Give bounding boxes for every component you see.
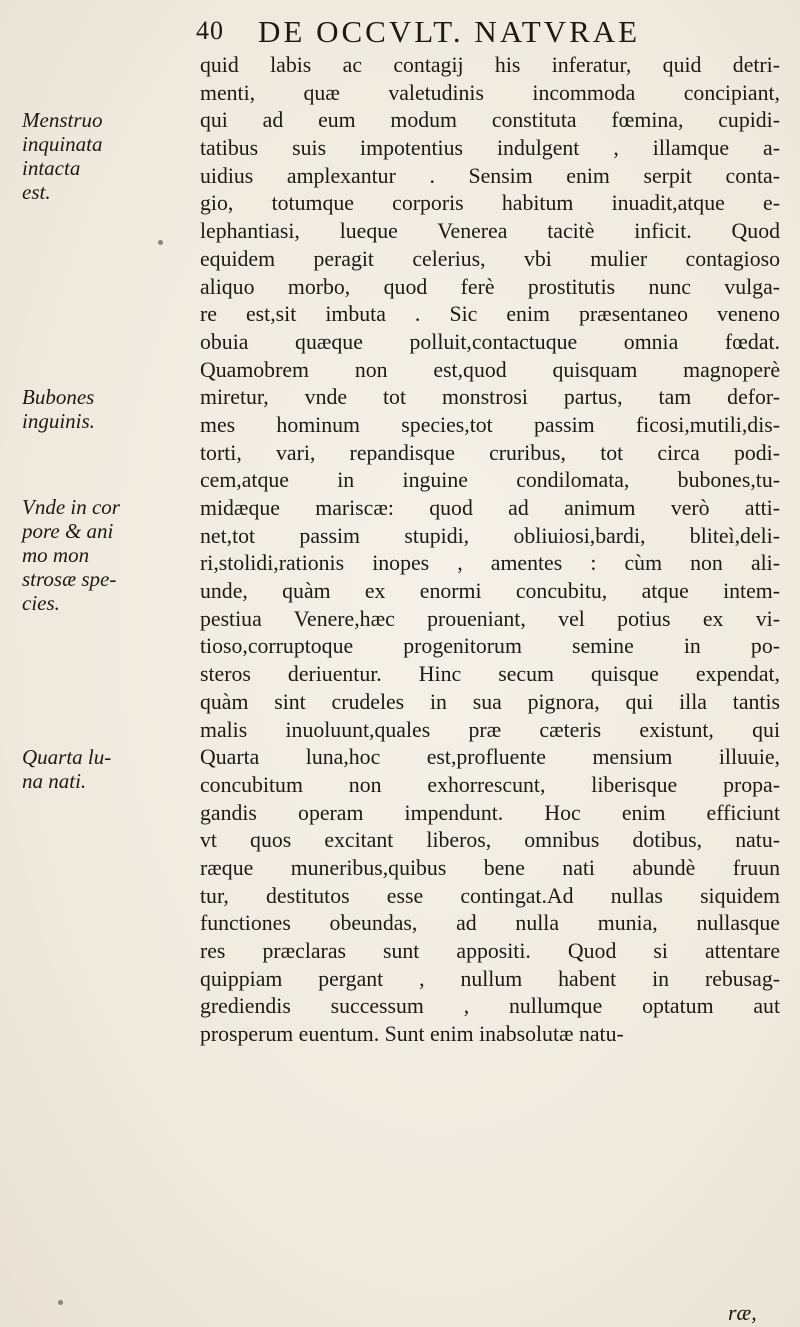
text-line: menti, quæ valetudinis incommoda concipiant, [200,80,780,105]
text-line: prosperum euentum. Sunt enim inabsolutæ natu- [200,1022,624,1047]
text-line: vt quos excitant liberos, omnibus dotibus, natu- [200,828,780,853]
text-line: Quamobrem non est,quod quisquam magnoperè [200,357,780,382]
text-line: uidius amplexantur . Sensim enim serpit conta- [200,163,780,188]
text-line: re est,sit imbuta . Sic enim præsentaneo veneno [200,302,780,327]
running-title: DE OCCVLT. NATVRAE [258,14,641,49]
text-line: cem,atque in inguine condilomata, bubones,tu- [200,468,780,493]
body-text [200,52,780,1049]
text-line: tatibus suis impotentius indulgent , illamque a- [200,136,780,161]
ink-spot [158,240,163,245]
text-line: ri,stolidi,rationis inopes , amentes : cùm non ali- [200,551,780,576]
margin-note-line: est. [22,180,51,204]
text-line: aliquo morbo, quod ferè prostitutis nunc vulga- [200,274,780,299]
margin-note-bubones [22,385,182,433]
margin-note-line: cies. [22,591,60,615]
text-line: quippiam pergant , nullum habent in rebusag- [200,966,780,991]
catchword: ræ, [728,1300,757,1325]
margin-note-line: inquinata [22,132,103,156]
text-line: res præclaras sunt appositi. Quod si attentare [200,939,780,963]
margin-note-line: Quarta lu- [22,745,112,769]
page-number: 40 [196,16,224,45]
text-line: grediendis successum , nullumque optatum aut [200,994,780,1019]
text-line: Quarta luna,hoc est,profluente mensium illuuie, [200,745,780,770]
text-line: mes hominum species,tot passim ficosi,mutili,dis- [200,412,780,437]
margin-note-menstruo [22,108,182,204]
text-line: gio, totumque corporis habitum inuadit,atque e- [200,191,780,216]
text-line: miretur, vnde tot monstrosi partus, tam defor- [200,385,780,410]
text-line: obuia quæque polluit,contactuque omnia fœdat. [200,329,780,354]
text-line: functiones obeundas, ad nulla munia, nullasque [200,911,780,936]
margin-note-vnde [22,495,182,615]
text-line: gandis operam impendunt. Hoc enim efficiunt [200,800,780,825]
margin-note-line: strosæ spe- [22,567,117,591]
margin-note-line: mo mon [22,543,90,567]
text-line: torti, vari, repandisque cruribus, tot circa podi- [200,440,780,465]
text-line: steros deriuentur. Hinc secum quisque expendat, [200,662,780,687]
margin-note-line: Menstruo [22,108,103,132]
margin-note-line: intacta [22,156,81,180]
margin-note-line: na nati. [22,769,87,793]
page-header [196,14,786,54]
text-line: midæque mariscæ: quod ad animum verò atti- [200,496,780,520]
text-line: concubitum non exhorrescunt, liberisque propa- [200,772,780,797]
text-line: quàm sint crudeles in sua pignora, qui illa tantis [200,689,780,714]
margin-note-line: Vnde in cor [22,495,120,519]
text-line: net,tot passim stupidi, obliuiosi,bardi, bliteì,deli- [200,523,780,548]
margin-note-quarta-luna [22,745,182,793]
text-line: pestiua Venere,hæc proueniant, vel potius ex vi- [200,606,780,631]
text-line: malis inuoluunt,quales præ cæteris existunt, qui [200,717,780,742]
text-line: unde, quàm ex enormi concubitu, atque intem- [200,579,780,604]
margin-note-line: inguinis. [22,409,95,433]
text-line: lephantiasi, lueque Venerea tacitè inficit. Quod [200,219,780,244]
text-line: equidem peragit celerius, vbi mulier contagioso [200,246,780,271]
text-line: ræque muneribus,quibus bene nati abundè fruun [200,855,780,880]
text-line: qui ad eum modum constituta fœmina, cupidi- [200,108,780,133]
ink-spot [58,1300,63,1305]
text-line: tur, destitutos esse contingat.Ad nullas siquidem [200,883,780,908]
margin-note-line: pore & ani [22,519,114,543]
margin-note-line: Bubones [22,385,95,409]
text-line: tioso,corruptoque progenitorum semine in po- [200,634,780,659]
text-line: quid labis ac contagij his inferatur, quid detri- [200,53,780,77]
